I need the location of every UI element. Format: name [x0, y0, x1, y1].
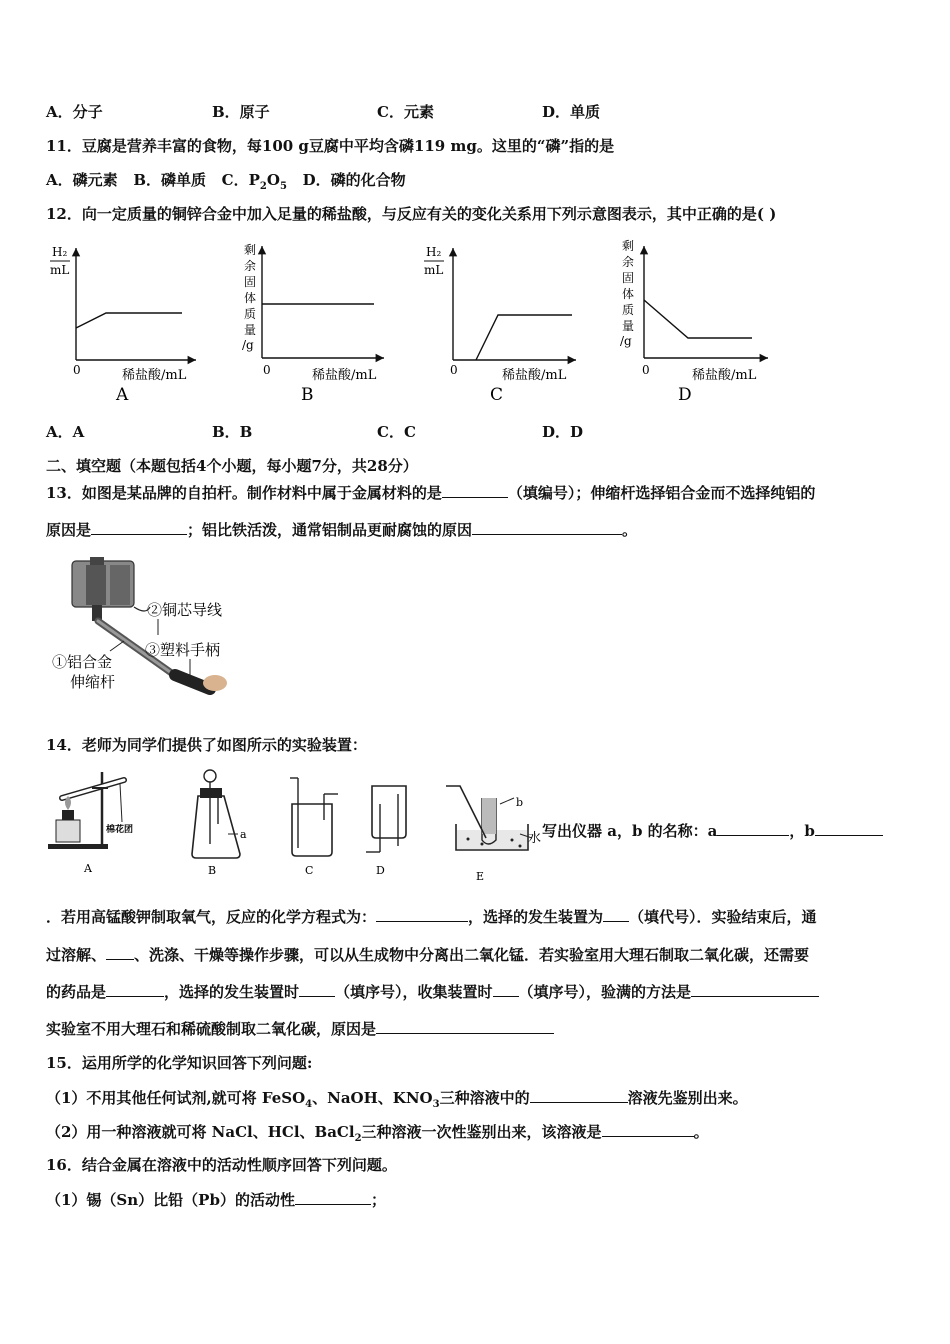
q11-option-c: C．$P_2O_5$ [221, 171, 287, 192]
q14-line2: 过溶解、 、洗涤、干燥等操作步骤，可以从生成物中分离出二氧化锰．若实验室用大理石制取二氧化碳，还需要 [46, 946, 810, 964]
graph-b [242, 243, 384, 405]
q14-line1: ．若用高锰酸钾制取氧气，反应的化学方程式为： ，选择的发生装置为 （填代号）．实验结束后，通 [46, 908, 817, 926]
graph-d-letter: D [678, 385, 692, 405]
q14-blank-device[interactable] [603, 906, 629, 922]
q13-blank-3[interactable] [472, 519, 622, 535]
water-label: 水 [528, 831, 542, 846]
graph-d-xlabel: 稀盐酸/mL [692, 368, 757, 383]
q14-blank-b[interactable] [815, 820, 883, 836]
graph-c [424, 245, 576, 405]
q16-stem: 16．结合金属在溶液中的活动性顺序回答下列问题。 [46, 1156, 397, 1174]
q14-apparatus [42, 764, 572, 884]
graph-b-ylabel-5: 质 [244, 307, 257, 321]
apparatus-c [290, 778, 338, 877]
q16-part1: （1）锡（Sn）比铅（Pb）的活动性 ； [46, 1191, 386, 1209]
graph-b-ylabel-3: 固 [244, 275, 257, 289]
apparatus-b-letter: B [208, 864, 217, 877]
q11-options [46, 170, 406, 197]
q14-stem: 14．老师为同学们提供了如图所示的实验装置： [46, 736, 367, 754]
label-a: a [240, 828, 247, 841]
graph-a-ylabel-top: H₂ [52, 245, 68, 259]
q13-line2: 原因是 ；铝比铁活泼，通常铝制品更耐腐蚀的原因 。 [46, 521, 638, 539]
graph-b-letter: B [301, 385, 314, 405]
q15-blank-1[interactable] [530, 1087, 628, 1103]
label-alloy-1: ①铝合金 [52, 653, 113, 671]
graph-b-ylabel-4: 体 [244, 291, 257, 305]
q14-instrument-names: 写出仪器 a，b 的名称：a ，b [542, 820, 883, 841]
apparatus-d-letter: D [376, 864, 385, 877]
q11-option-d: D．磷的化合物 [302, 171, 406, 189]
graph-c-origin: 0 [450, 363, 458, 377]
label-alloy-2: 伸缩杆 [70, 673, 116, 691]
graph-b-ylabel-2: 余 [244, 259, 257, 273]
apparatus-d [366, 786, 406, 877]
graph-c-curve [476, 315, 572, 360]
q14-blank-reason[interactable] [376, 1018, 554, 1034]
apparatus-a-letter: A [84, 862, 92, 875]
graph-d-curve [644, 300, 752, 338]
q14-blank-check-full[interactable] [691, 981, 819, 997]
apparatus-b [192, 770, 247, 877]
q12-option-d: D．D [542, 423, 584, 441]
graph-b-origin: 0 [263, 363, 271, 377]
graph-c-ylabel-top: H₂ [426, 245, 442, 259]
graph-a-origin: 0 [73, 363, 81, 377]
graph-a-xlabel: 稀盐酸/mL [122, 368, 187, 383]
q11-option-a: A．磷元素 [46, 171, 118, 189]
graph-c-xlabel: 稀盐酸/mL [502, 368, 567, 383]
q14-blank-reagent[interactable] [106, 981, 164, 997]
q10-option-c: C．元素 [377, 103, 434, 121]
q14-blank-a[interactable] [717, 820, 789, 836]
graph-a [50, 245, 196, 405]
q10-option-d: D．单质 [542, 103, 601, 121]
q13-blank-2[interactable] [91, 519, 187, 535]
apparatus-e-letter: E [476, 870, 485, 883]
q14-blank-step[interactable] [106, 944, 134, 960]
q14-blank-collect-device[interactable] [493, 981, 519, 997]
cotton-label: 棉花团 [106, 825, 134, 835]
q11-option-b: B．磷单质 [133, 171, 206, 189]
apparatus-a [48, 772, 133, 875]
q12-option-c: C．C [377, 423, 416, 441]
label-copper-wire: ②铜芯导线 [147, 601, 223, 619]
label-plastic-handle: ③塑料手柄 [145, 641, 221, 659]
q12-option-a: A．A [46, 423, 85, 441]
graph-c-ylabel-bottom: mL [424, 263, 444, 277]
q14-line3: 的药品是 ，选择的发生装置时 （填序号），收集装置时 （填序号），验满的方法是 [46, 981, 819, 1002]
graph-d-ylabel-7: /g [620, 334, 632, 348]
q10-option-a: A．分子 [46, 103, 103, 121]
q15-stem: 15．运用所学的化学知识回答下列问题: [46, 1054, 313, 1072]
section-heading: 二、填空题（本题包括4个小题，每小题7分，共28分） [46, 457, 418, 475]
label-b: b [516, 796, 524, 809]
q15-part1: （1）不用其他任何试剂,就可将 FeSO$_4$、NaOH、$KNO_3$三种溶液中的 溶液先鉴别出来。 [46, 1089, 748, 1110]
q12-option-b: B．B [212, 423, 253, 441]
q11-stem: 11．豆腐是营养丰富的食物，每100 g豆腐中平均含磷119 mg。这里的“磷”指的是 [46, 137, 615, 155]
q12-graphs [0, 238, 950, 418]
q14-blank-equation[interactable] [376, 906, 468, 922]
graph-b-ylabel-7: /g [242, 338, 254, 352]
graph-d-ylabel-5: 质 [622, 303, 635, 317]
q10-option-b: B．原子 [212, 103, 270, 121]
graph-d-ylabel-4: 体 [622, 287, 635, 301]
apparatus-e [446, 786, 541, 883]
q16-blank-1[interactable] [295, 1189, 371, 1205]
graph-d-ylabel-6: 量 [622, 319, 635, 333]
q13-line1: 13．如图是某品牌的自拍杆。制作材料中属于金属材料的是 （填编号）；伸缩杆选择铝合金而不选择纯铝的 [46, 484, 816, 502]
q15-blank-2[interactable] [602, 1121, 694, 1137]
selfie-stick-figure [50, 555, 250, 695]
graph-b-ylabel-1: 剩 [244, 243, 257, 257]
q12-stem: 12．向一定质量的铜锌合金中加入足量的稀盐酸，与反应有关的变化关系用下列示意图表示，其中正确的是( ) [46, 205, 777, 223]
graph-d-ylabel-2: 余 [622, 255, 635, 269]
graph-d-ylabel-1: 剩 [622, 239, 635, 253]
graph-a-letter: A [116, 385, 129, 405]
graph-a-curve [76, 313, 182, 328]
apparatus-c-letter: C [305, 864, 314, 877]
graph-b-xlabel: 稀盐酸/mL [312, 368, 377, 383]
q15-part2: （2）用一种溶液就可将 NaCl、HCl、BaCl$_2$三种溶液一次性鉴别出来，该溶液是 。 [46, 1123, 709, 1144]
graph-b-ylabel-6: 量 [244, 323, 257, 337]
graph-a-ylabel-bottom: mL [50, 263, 70, 277]
q14-line4: 实验室不用大理石和稀硫酸制取二氧化碳，原因是 [46, 1018, 554, 1039]
graph-d-ylabel-3: 固 [622, 271, 635, 285]
graph-c-letter: C [490, 385, 504, 405]
q13-blank-1[interactable] [442, 482, 508, 498]
graph-d-origin: 0 [642, 363, 650, 377]
q14-blank-gen-device[interactable] [299, 981, 335, 997]
graph-d [620, 239, 768, 405]
